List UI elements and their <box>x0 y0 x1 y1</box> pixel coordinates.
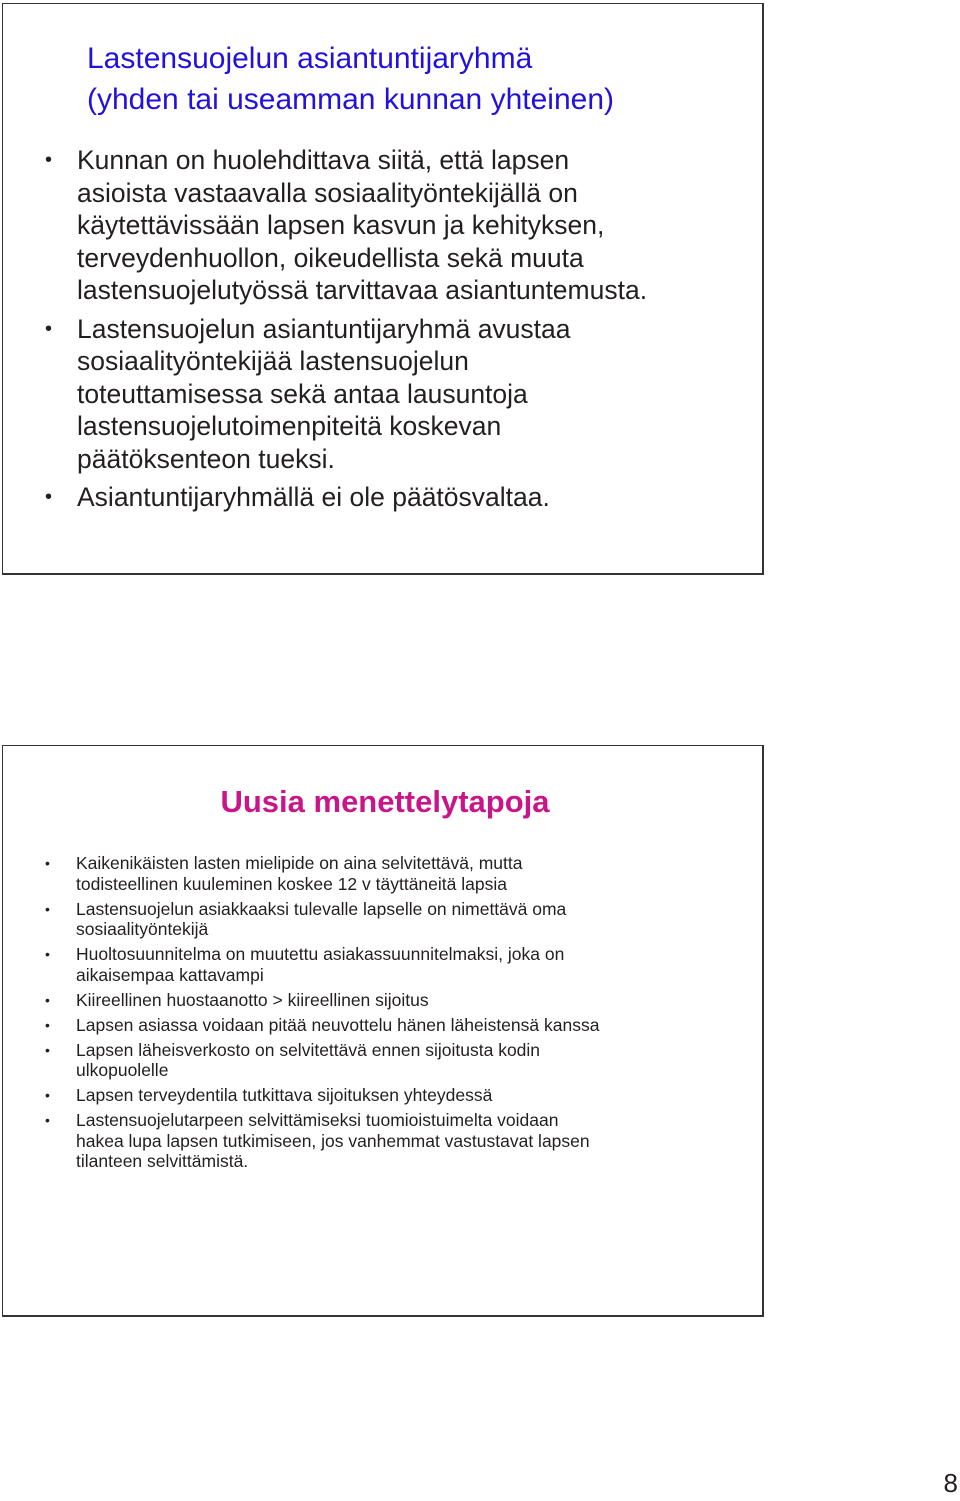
bullet-text-line: lastensuojelutoimenpiteitä koskevan <box>77 411 502 441</box>
bullet-text-line: toteuttamisessa sekä antaa lausuntoja <box>77 378 528 409</box>
list-item <box>3 990 763 1011</box>
bullet-text-line: Lapsen terveydentila tutkittava sijoituksen yhteydessä <box>76 1085 493 1105</box>
bullet-icon: • <box>45 1087 50 1103</box>
bullet-text-line: Kaikenikäisten lasten mielipide on aina selvitettävä, mutta <box>76 853 523 873</box>
bullet-text-line: Lapsen läheisverkosto on selvitettävä ennen sijoitusta kodin <box>76 1039 541 1060</box>
bullet-text-line: Lapsen asiassa voidaan pitää neuvottelu hänen läheistensä kanssa <box>76 1014 600 1035</box>
list-item <box>3 944 763 985</box>
bullet-icon: • <box>45 149 53 171</box>
bullet-text-line: Lastensuojelutarpeen selvittämiseksi tuomioistuimelta voidaan <box>76 1110 559 1130</box>
slide-1-bullet-list <box>3 144 763 520</box>
slide-1-title-line: Lastensuojelun asiantuntijaryhmä <box>87 42 533 75</box>
bullet-icon: • <box>45 946 50 962</box>
bullet-icon: • <box>45 1041 50 1058</box>
page-number: 8 <box>943 1468 958 1498</box>
bullet-text-line: Asiantuntijaryhmällä ei ole päätösvaltaa. <box>77 482 550 512</box>
bullet-text-line: sosiaalityöntekijää lastensuojelun <box>77 346 469 376</box>
bullet-text-line: Lastensuojelun asiakkaaksi tulevalle lapselle on nimettävä oma <box>76 898 567 919</box>
bullet-icon: • <box>45 991 50 1008</box>
slide-2 <box>2 745 764 1317</box>
bullet-text-line: Lastensuojelun asiantuntijaryhmä avustaa <box>77 313 571 344</box>
bullet-text-line: ulkopuolelle <box>76 1060 169 1080</box>
list-item <box>3 899 763 940</box>
list-item <box>3 853 763 894</box>
slide-2-bullet-list <box>3 853 763 1176</box>
bullet-icon: • <box>45 1112 50 1128</box>
bullet-icon: • <box>45 900 50 917</box>
list-item <box>3 1085 763 1106</box>
bullet-text-line: tilanteen selvittämistä. <box>76 1151 249 1171</box>
bullet-icon: • <box>45 486 53 508</box>
bullet-icon: • <box>45 317 53 340</box>
slide-2-title: Uusia menettelytapoja <box>220 784 550 819</box>
bullet-icon: • <box>45 1016 50 1033</box>
bullet-text-line: lastensuojelutyössä tarvittavaa asiantuntemusta. <box>77 275 648 305</box>
slide-1-title-line: (yhden tai useamman kunnan yhteinen) <box>87 83 614 116</box>
list-item <box>3 144 763 307</box>
bullet-text-line: aikaisempaa kattavampi <box>76 964 264 985</box>
bullet-text-line: Kunnan on huolehdittava siitä, että lapsen <box>77 145 570 175</box>
bullet-icon: • <box>45 855 50 871</box>
slide-1 <box>2 3 764 575</box>
bullet-text-line: asioista vastaavalla sosiaalityöntekijällä on <box>77 177 578 208</box>
bullet-text-line: hakea lupa lapsen tutkimiseen, jos vanhemmat vastustavat lapsen <box>76 1130 590 1151</box>
bullet-text-line: terveydenhuollon, oikeudellista sekä muuta <box>77 242 584 273</box>
list-item <box>3 313 763 476</box>
bullet-text-line: sosiaalityöntekijä <box>76 919 209 939</box>
bullet-text-line: todisteellinen kuuleminen koskee 12 v täyttäneitä lapsia <box>76 873 507 894</box>
bullet-text-line: Huoltosuunnitelma on muutettu asiakassuunnitelmaksi, joka on <box>76 944 565 964</box>
list-item <box>3 481 763 514</box>
list-item <box>3 1040 763 1081</box>
bullet-text-line: päätöksenteon tueksi. <box>77 443 335 474</box>
slide-1-title <box>87 38 747 120</box>
list-item <box>3 1015 763 1036</box>
list-item <box>3 1110 763 1172</box>
bullet-text-line: Kiireellinen huostaanotto > kiireellinen sijoitus <box>76 989 429 1010</box>
bullet-text-line: käytettävissään lapsen kasvun ja kehityksen, <box>77 210 605 240</box>
